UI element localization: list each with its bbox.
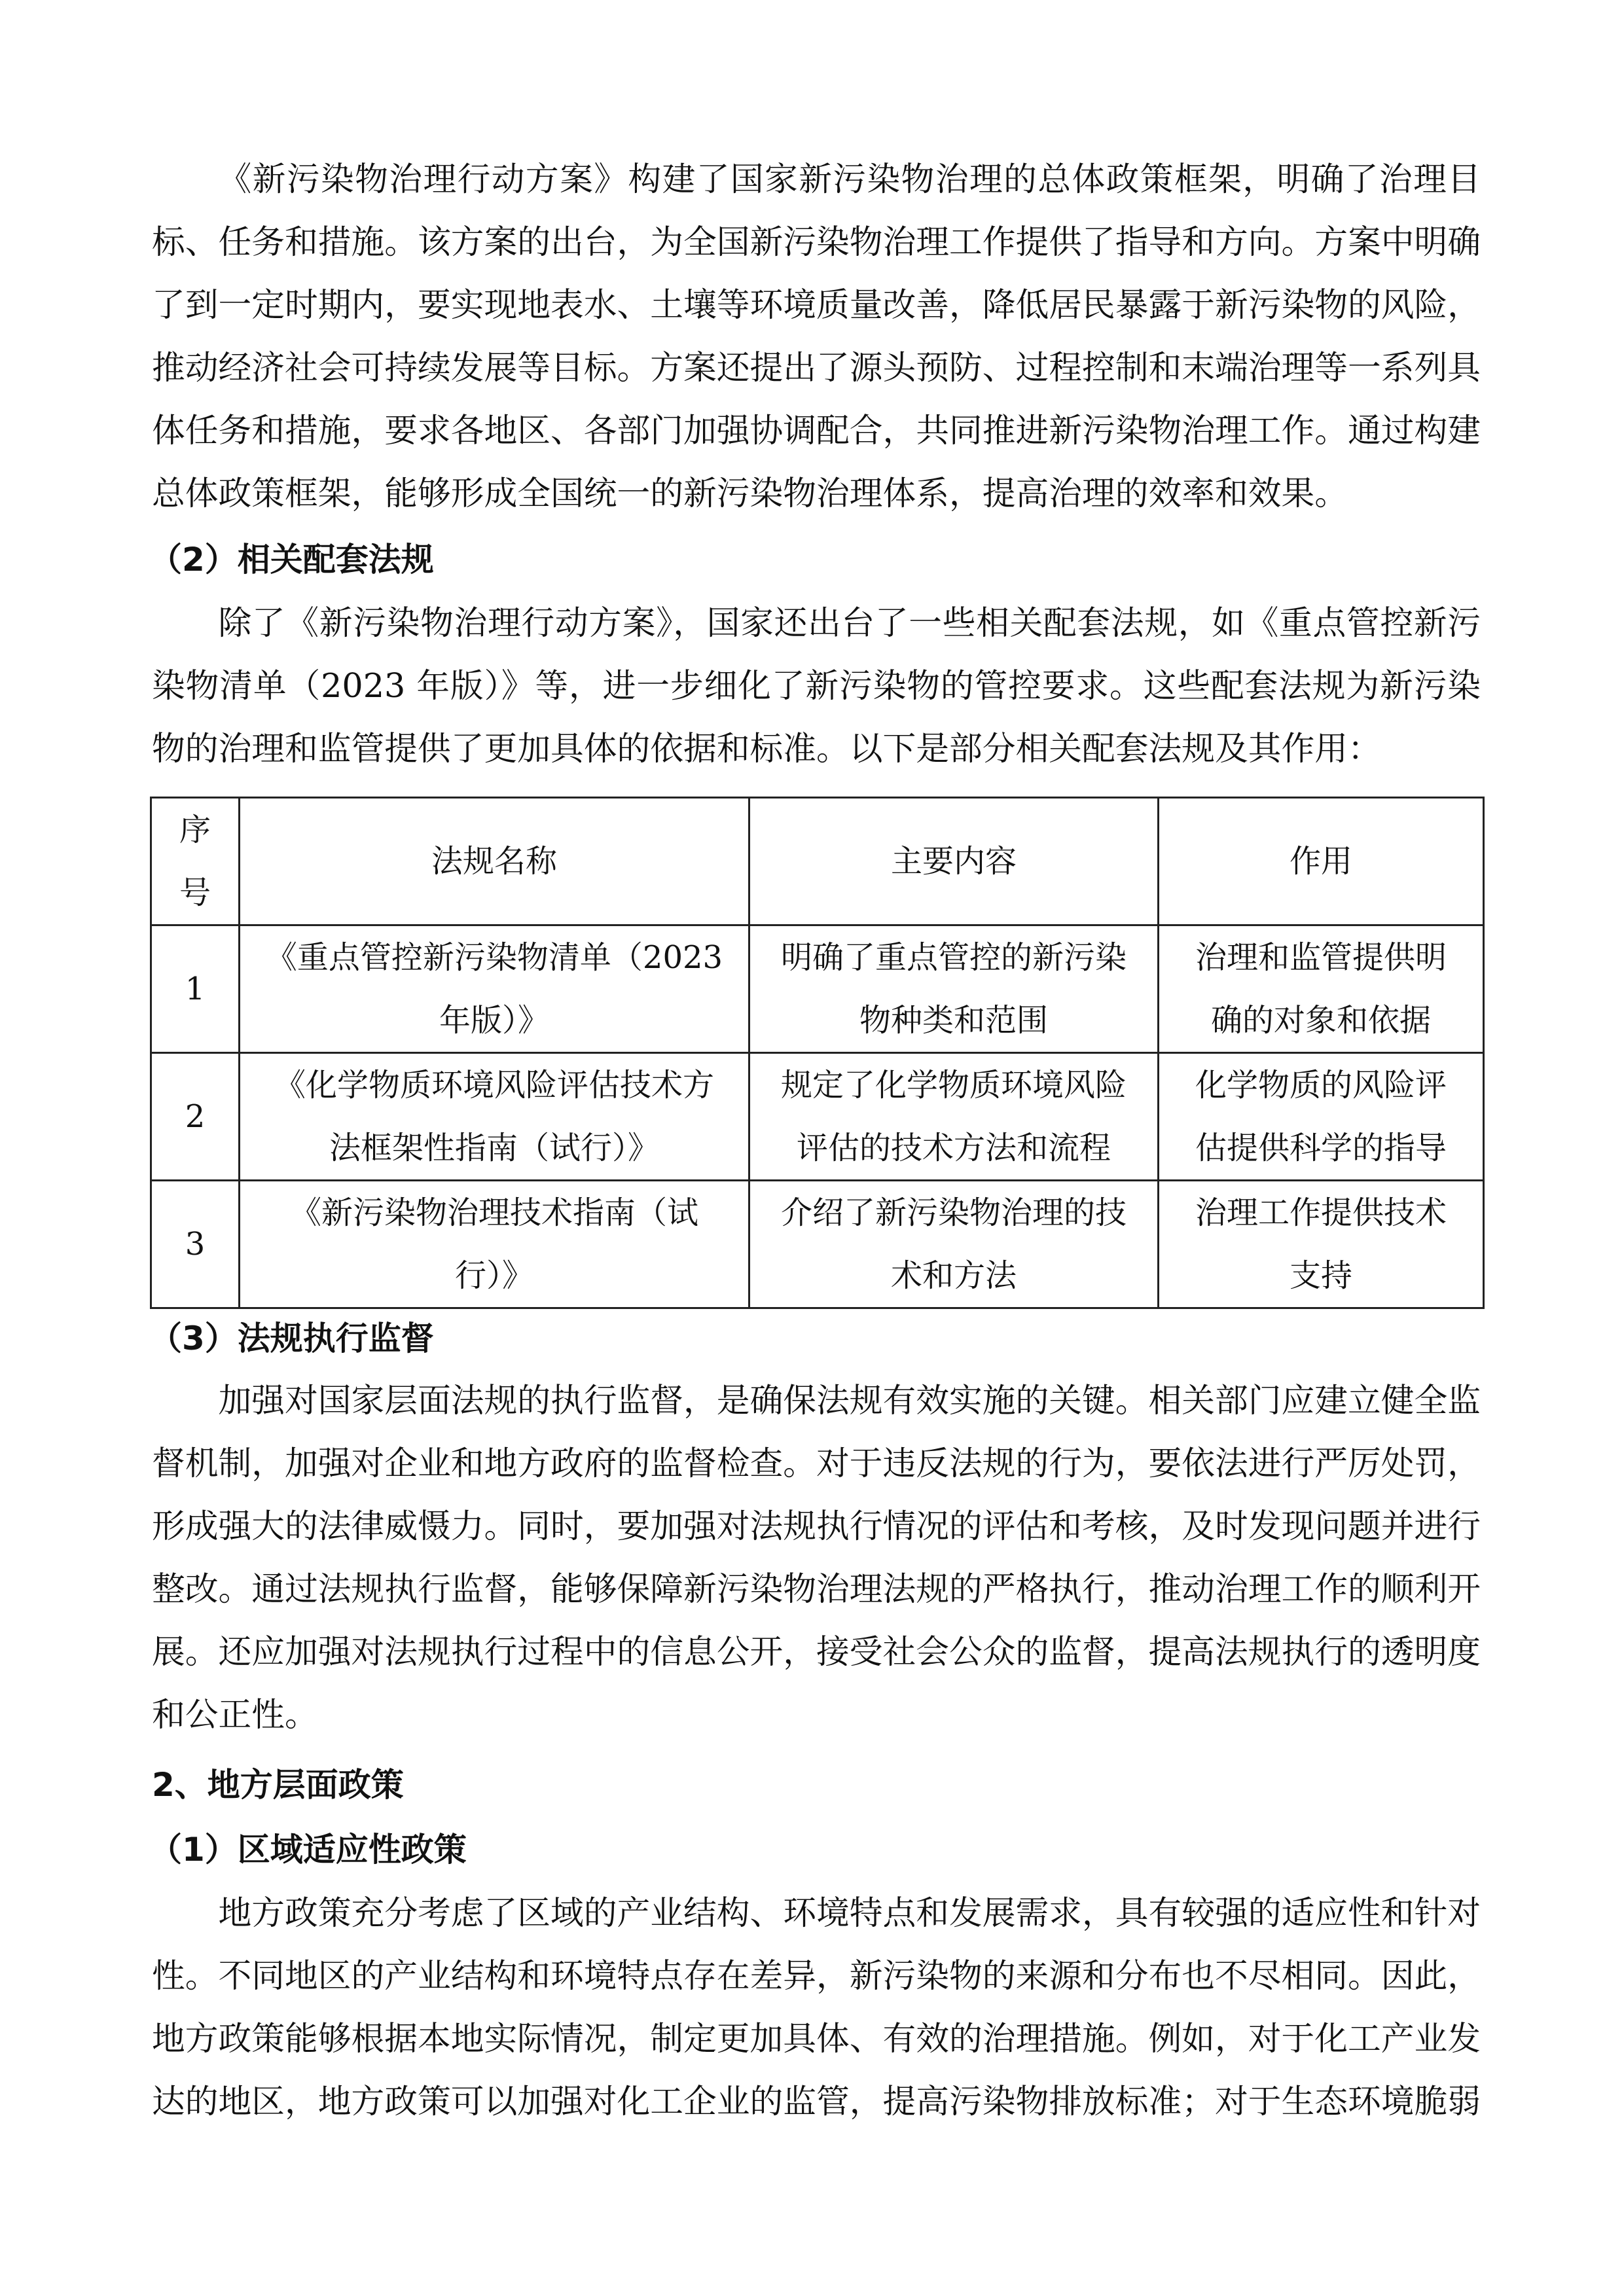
cell-text-line: 术和方法 — [890, 1257, 1017, 1294]
paragraph-line: 《新污染物治理行动方案》构建了国家新污染物治理的总体政策框架，明确了治理目 — [218, 160, 1481, 198]
table-cell — [1159, 1053, 1484, 1181]
cell-text-line: 法框架性指南（试行）》 — [329, 1130, 659, 1166]
cell-text-line: 治理和监管提供明 — [1195, 939, 1447, 976]
table-header-row — [151, 798, 1484, 925]
table-cell — [1159, 925, 1484, 1053]
cell-text-line: 号 — [179, 874, 211, 911]
paragraph-line: 和公正性。 — [152, 1695, 318, 1734]
table-cell — [240, 925, 749, 1053]
table-header-cell — [240, 798, 749, 925]
paragraph-line: 标、任务和措施。该方案的出台，为全国新污染物治理工作提供了指导和方向。方案中明确 — [152, 223, 1481, 261]
heading-regulation-supervision: （3）法规执行监督 — [149, 1319, 434, 1357]
cell-text-line: 行）》 — [454, 1257, 533, 1294]
table-cell — [1159, 1181, 1484, 1308]
table-cell — [749, 1053, 1159, 1181]
table-cell — [151, 1181, 240, 1308]
table-row — [151, 1181, 1484, 1308]
heading-regional-adaptive-policy: （1）区域适应性政策 — [149, 1831, 467, 1869]
cell-text-line: 确的对象和依据 — [1210, 1002, 1431, 1039]
paragraph-line: 督机制，加强对企业和地方政府的监督检查。对于违反法规的行为，要依法进行严厉处罚， — [152, 1444, 1481, 1482]
paragraph-line: 地方政策充分考虑了区域的产业结构、环境特点和发展需求，具有较强的适应性和针对 — [218, 1893, 1481, 1932]
cell-text-line: 年版）》 — [439, 1002, 549, 1039]
table-cell — [240, 1053, 749, 1181]
cell-text-line: 估提供科学的指导 — [1195, 1130, 1447, 1166]
paragraph-line: 染物清单（2023 年版）》等，进一步细化了新污染物的管控要求。这些配套法规为新污染 — [152, 666, 1481, 705]
cell-text-line: 2 — [185, 1098, 206, 1135]
cell-text-line: 明确了重点管控的新污染 — [780, 939, 1127, 976]
cell-text-line: 支持 — [1289, 1257, 1352, 1294]
paragraph-line: 总体政策框架，能够形成全国统一的新污染物治理体系，提高治理的效率和效果。 — [152, 474, 1348, 512]
paragraph-line: 推动经济社会可持续发展等目标。方案还提出了源头预防、过程控制和末端治理等一系列具 — [152, 348, 1481, 387]
paragraph-line: 性。不同地区的产业结构和环境特点存在差异，新污染物的来源和分布也不尽相同。因此， — [152, 1956, 1481, 1995]
cell-text-line: 主要内容 — [890, 843, 1017, 880]
table-row — [151, 925, 1484, 1053]
paragraph-line: 整改。通过法规执行监督，能够保障新污染物治理法规的严格执行，推动治理工作的顺利开 — [152, 1570, 1481, 1608]
cell-text-line: 1 — [185, 971, 206, 1007]
table-cell — [749, 1181, 1159, 1308]
table-cell — [240, 1181, 749, 1308]
cell-text-line: 规定了化学物质环境风险 — [780, 1067, 1127, 1103]
cell-text-line: 法规名称 — [431, 843, 557, 880]
cell-text-line: 作用 — [1289, 843, 1352, 880]
paragraph-line: 体任务和措施，要求各地区、各部门加强协调配合，共同推进新污染物治理工作。通过构建 — [152, 411, 1481, 450]
paragraph-line: 展。还应加强对法规执行过程中的信息公开，接受社会公众的监督，提高法规执行的透明度 — [152, 1632, 1481, 1671]
paragraph-line: 了到一定时期内，要实现地表水、土壤等环境质量改善，降低居民暴露于新污染物的风险， — [152, 285, 1481, 324]
table-cell — [749, 925, 1159, 1053]
paragraph-regional-adaptive-policy — [152, 1882, 1481, 2133]
paragraph-related-regulations — [152, 592, 1481, 780]
paragraph-line: 加强对国家层面法规的执行监督，是确保法规有效实施的关键。相关部门应建立健全监 — [218, 1381, 1481, 1420]
paragraph-line: 地方政策能够根据本地实际情况，制定更加具体、有效的治理措施。例如，对于化工产业发 — [152, 2019, 1481, 2058]
heading-related-regulations: （2）相关配套法规 — [149, 541, 434, 579]
cell-text-line: 《化学物质环境风险评估技术方 — [274, 1067, 714, 1103]
table-row — [151, 1053, 1484, 1181]
cell-text-line: 3 — [185, 1226, 206, 1263]
heading-local-policy: 2、地方层面政策 — [152, 1766, 404, 1804]
paragraph-action-plan — [152, 148, 1481, 525]
cell-text-line: 《重点管控新污染物清单（2023 — [265, 939, 723, 976]
cell-text-line: 《新污染物治理技术指南（试 — [289, 1194, 698, 1231]
cell-text-line: 治理工作提供技术 — [1195, 1194, 1447, 1231]
paragraph-regulation-supervision — [152, 1369, 1481, 1746]
cell-text-line: 化学物质的风险评 — [1195, 1067, 1447, 1103]
table-cell — [151, 1053, 240, 1181]
table-header-cell — [151, 798, 240, 925]
table-cell — [151, 925, 240, 1053]
paragraph-line: 达的地区，地方政策可以加强对化工企业的监管，提高污染物排放标准；对于生态环境脆弱 — [152, 2082, 1481, 2121]
cell-text-line: 评估的技术方法和流程 — [796, 1130, 1111, 1166]
table-header-cell — [749, 798, 1159, 925]
table-header-cell — [1159, 798, 1484, 925]
paragraph-line: 物的治理和监管提供了更加具体的依据和标准。以下是部分相关配套法规及其作用： — [152, 729, 1381, 768]
cell-text-line: 序 — [179, 812, 211, 848]
paragraph-line: 除了《新污染物治理行动方案》，国家还出台了一些相关配套法规，如《重点管控新污 — [218, 603, 1481, 642]
paragraph-line: 形成强大的法律威慑力。同时，要加强对法规执行情况的评估和考核，及时发现问题并进行 — [152, 1507, 1481, 1545]
cell-text-line: 介绍了新污染物治理的技 — [780, 1194, 1127, 1231]
regulations-table — [150, 797, 1485, 1309]
cell-text-line: 物种类和范围 — [859, 1002, 1048, 1039]
